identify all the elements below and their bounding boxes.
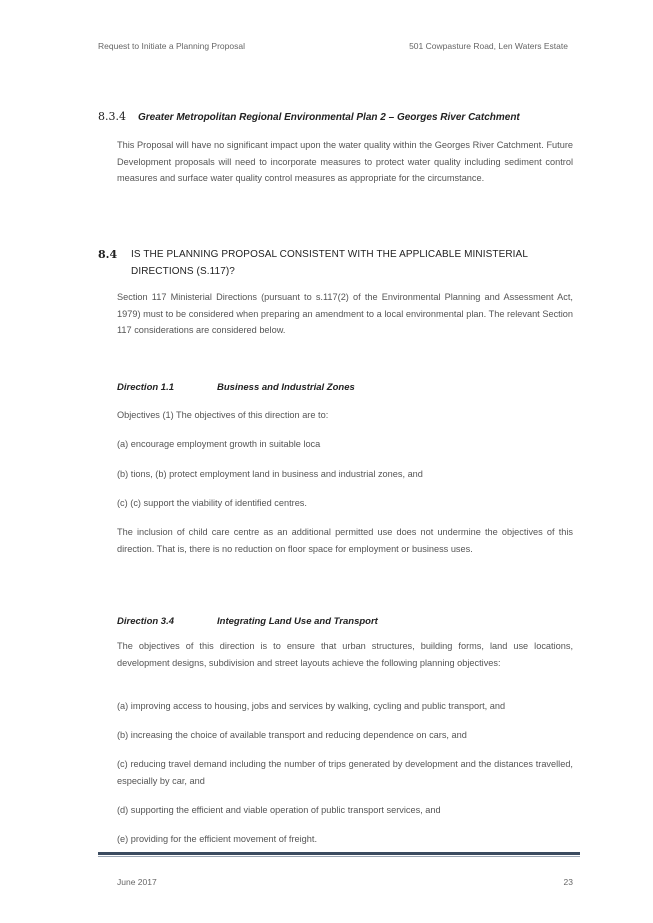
section-8-3-4-body: This Proposal will have no significant impact upon the water quality within the Georges River Catchment. Future Development proposals will need to incorporate measures to protect water quality including sediment control measures and surface water quality control measures as appropriate for the circumstance.	[117, 140, 573, 184]
section-title: Greater Metropolitan Regional Environmental Plan 2 – Georges River Catchment	[138, 112, 520, 123]
direction-3-4-item-e: (e) providing for the efficient movement of freight.	[117, 834, 318, 844]
direction-3-4-intro: The objectives of this direction is to ensure that urban structures, building forms, land use locations, development designs, subdivision and street layouts achieve the following planning objectives:	[117, 641, 573, 668]
section-number: 8.3.4	[98, 110, 126, 123]
footer-rule	[98, 852, 580, 855]
header-site-address: 501 Cowpasture Road, Len Waters Estate	[409, 41, 568, 51]
direction-title: Integrating Land Use and Transport	[217, 616, 378, 627]
direction-1-1-item-a: (a) encourage employment growth in suitable loca	[117, 439, 321, 449]
direction-3-4-item-a: (a) improving access to housing, jobs and services by walking, cycling and public transport, and	[117, 701, 506, 711]
section-8-4-body: Section 117 Ministerial Directions (pursuant to s.117(2) of the Environmental Planning and Assessment Act, 1979) must to be considered when preparing an amendment to a local environmental plan. The relevant Section 117 considerations are considered below.	[117, 292, 573, 336]
page-footer	[117, 877, 573, 887]
direction-1-1-heading	[117, 382, 355, 393]
direction-1-1-item-b: (b) tions, (b) protect employment land in business and industrial zones, and	[117, 469, 423, 479]
direction-1-1-objectives-intro: Objectives (1) The objectives of this direction are to:	[117, 410, 329, 420]
direction-1-1-item-c: (c) (c) support the viability of identified centres.	[117, 498, 307, 508]
section-title-line2: DIRECTIONS (S.117)?	[131, 266, 235, 277]
footer-date: June 2017	[117, 877, 157, 887]
section-title-line1: IS THE PLANNING PROPOSAL CONSISTENT WITH THE APPLICABLE MINISTERIAL	[131, 249, 528, 260]
footer-rule-thin	[98, 856, 580, 857]
direction-number: Direction 3.4	[117, 616, 175, 627]
direction-3-4-item-d: (d) supporting the efficient and viable operation of public transport services, and	[117, 805, 441, 815]
direction-3-4-item-c: (c) reducing travel demand including the number of trips generated by development and the distances travelled, especially by car, and	[117, 759, 573, 786]
header-document-title: Request to Initiate a Planning Proposal	[98, 41, 245, 51]
footer-page-number: 23	[563, 877, 573, 887]
direction-3-4-heading	[117, 616, 378, 627]
direction-number: Direction 1.1	[117, 382, 175, 393]
section-8-3-4-heading	[98, 110, 578, 123]
direction-3-4-item-b: (b) increasing the choice of available transport and reducing dependence on cars, and	[117, 730, 467, 740]
direction-title: Business and Industrial Zones	[217, 382, 355, 393]
direction-1-1-body: The inclusion of child care centre as an additional permitted use does not undermine the objectives of this direction. That is, there is no reduction on floor space for employment or business uses.	[117, 527, 573, 554]
section-number: 8.4	[98, 248, 118, 261]
